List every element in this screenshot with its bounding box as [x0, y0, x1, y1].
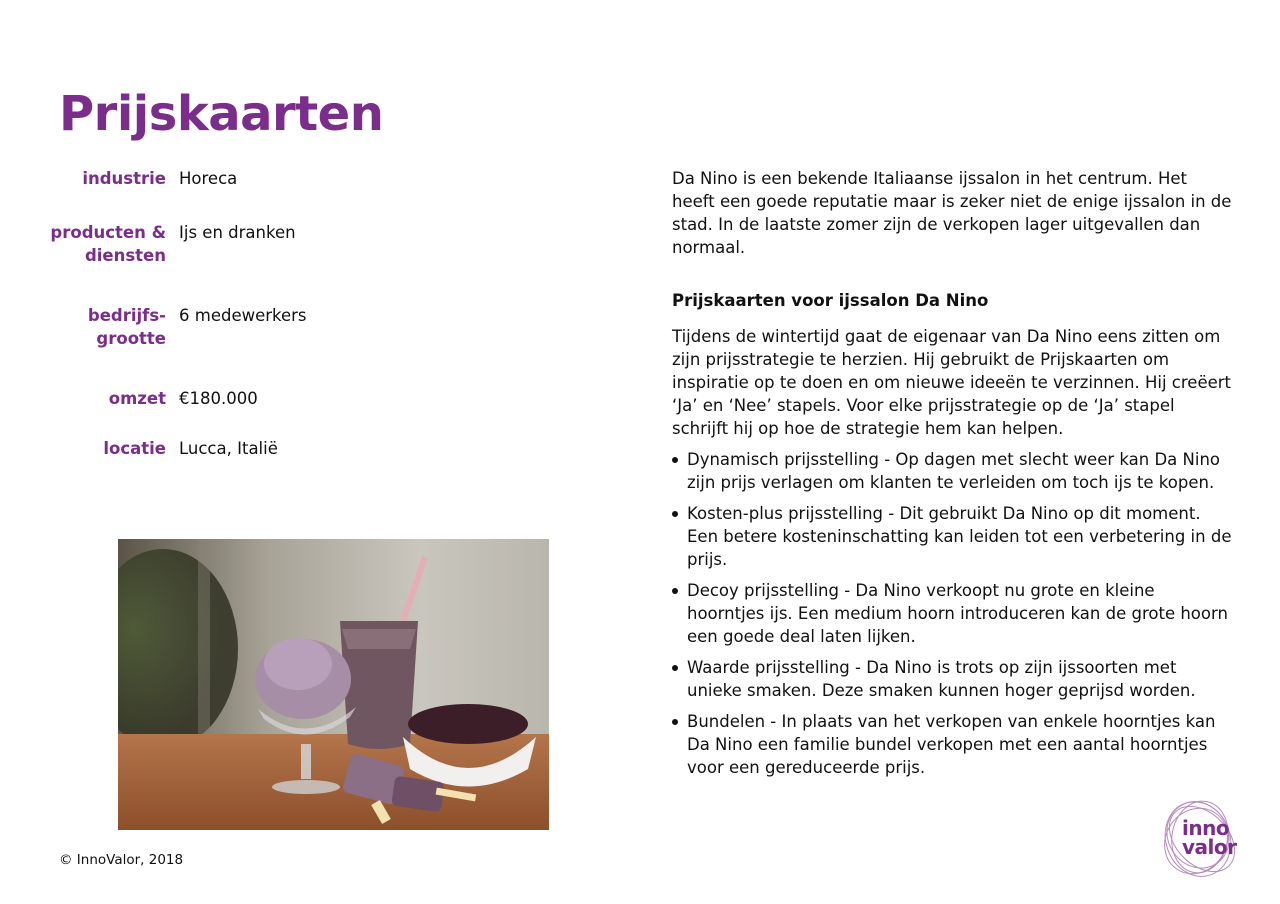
body-paragraph: Tijdens de wintertijd gaat de eigenaar van Da Nino eens zitten om zijn prijsstrategie te herzien. Hij gebruikt de Prijskaarten om inspiratie op te doen en om nieuwe ideeën te verzinnen. Hij creëert ‘Ja’ en ‘Nee’ stapels. Voor elke prijsstrategie op de ‘Ja’ stapel schrijft hij op hoe de strategie hem kan helpen. [672, 327, 1232, 438]
list-item [672, 448, 1232, 494]
list-item-text: Dynamisch prijsstelling - Op dagen met slecht weer kan Da Nino zijn prijs verlagen om klanten te verleiden om toch ijs te kopen. [687, 450, 1221, 492]
bullet-icon [672, 665, 678, 671]
innovalor-logo [1158, 795, 1258, 885]
list-item-text: Waarde prijsstelling - Da Nino is trots op zijn ijssoorten met unieke smaken. Deze smaken kunnen hoger geprijsd worden. [687, 658, 1196, 700]
list-item [672, 579, 1232, 648]
fact-label-products [40, 221, 166, 267]
fact-value-industry: Horeca [179, 169, 238, 188]
logo-line1: inno [1182, 816, 1230, 840]
fact-label-size-line1: bedrijfs- [87, 306, 166, 325]
list-item [672, 502, 1232, 571]
fact-label-revenue: omzet [108, 389, 166, 408]
logo-text [1182, 816, 1237, 859]
bullet-icon [672, 511, 678, 517]
fact-label-industry: industrie [82, 169, 166, 188]
fact-label-products-line1: producten & [50, 223, 166, 242]
fact-value-revenue: €180.000 [179, 389, 258, 408]
bullet-icon [672, 719, 678, 725]
fact-label-size [40, 304, 166, 350]
bullet-icon [672, 588, 678, 594]
fact-label-location: locatie [103, 439, 166, 458]
intro-paragraph: Da Nino is een bekende Italiaanse ijssalon in het centrum. Het heeft een goede reputatie maar is zeker niet de enige ijssalon in de stad. In de laatste zomer zijn de verkopen lager uitgevallen dan normaal. [672, 169, 1232, 257]
page-title: Prijskaarten [59, 86, 384, 142]
copyright-notice: © InnoValor, 2018 [59, 852, 184, 868]
logo-line2: valor [1182, 835, 1237, 859]
fact-value-location: Lucca, Italië [179, 439, 278, 458]
fact-value-size: 6 medewerkers [179, 306, 307, 325]
section-heading: Prijskaarten voor ijssalon Da Nino [672, 291, 989, 310]
list-item-text: Decoy prijsstelling - Da Nino verkoopt nu grote en kleine hoorntjes ijs. Een medium hoorn introduceren kan de grote hoorn een goede deal laten lijken. [687, 581, 1228, 646]
fact-label-size-line2: grootte [96, 329, 166, 348]
bullet-icon [672, 457, 678, 463]
list-item-text: Bundelen - In plaats van het verkopen van enkele hoorntjes kan Da Nino een familie bundel verkopen met een aantal hoorntjes voor een gereduceerde prijs. [687, 712, 1216, 777]
list-item [672, 710, 1232, 779]
case-description [672, 167, 1232, 787]
fact-label-products-line2: diensten [84, 246, 166, 265]
ice-cream-photo [118, 539, 549, 830]
fact-value-products: Ijs en dranken [179, 223, 296, 242]
strategy-list [672, 448, 1232, 779]
list-item [672, 656, 1232, 702]
list-item-text: Kosten-plus prijsstelling - Dit gebruikt Da Nino op dit moment. Een betere kosteninschatting kan leiden tot een verbetering in de prijs. [687, 504, 1232, 569]
